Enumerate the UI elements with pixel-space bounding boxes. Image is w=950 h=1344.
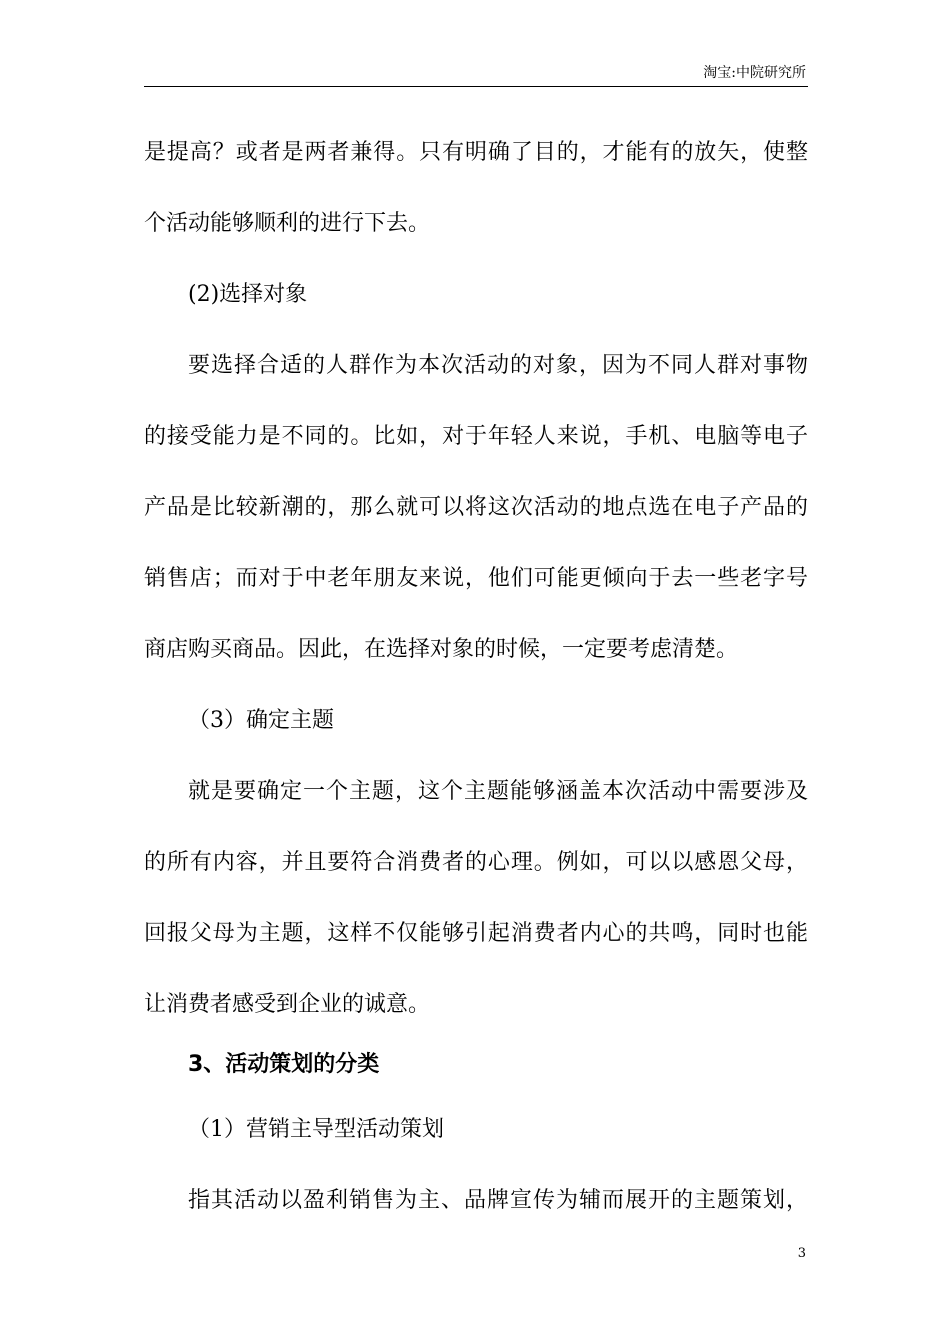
section-heading: 3、活动策划的分类 bbox=[188, 1052, 380, 1077]
body-line: 指其活动以盈利销售为主、品牌宣传为辅而展开的主题策划， bbox=[188, 1188, 808, 1213]
body-line: 个活动能够顺利的进行下去。 bbox=[144, 211, 431, 236]
page-number: 3 bbox=[797, 1246, 806, 1261]
body-line: 要选择合适的人群作为本次活动的对象，因为不同人群对事物 bbox=[188, 353, 808, 378]
running-header: 淘宝:中院研究所 bbox=[703, 65, 806, 81]
body-line: 让消费者感受到企业的诚意。 bbox=[144, 992, 431, 1017]
body-line: 的所有内容，并且要符合消费者的心理。例如，可以以感恩父母， bbox=[144, 850, 808, 875]
body-line: 回报父母为主题，这样不仅能够引起消费者内心的共鸣，同时也能 bbox=[144, 921, 808, 946]
body-line: 商店购买商品。因此，在选择对象的时候，一定要考虑清楚。 bbox=[144, 637, 739, 662]
body-line: 产品是比较新潮的，那么就可以将这次活动的地点选在电子产品的 bbox=[144, 495, 808, 520]
body-line: 就是要确定一个主题，这个主题能够涵盖本次活动中需要涉及 bbox=[188, 779, 808, 804]
subheading-marketing: （1）营销主导型活动策划 bbox=[188, 1117, 444, 1142]
body-line: 是提高？或者是两者兼得。只有明确了目的，才能有的放矢，使整 bbox=[144, 140, 808, 165]
body-line: 销售店；而对于中老年朋友来说，他们可能更倾向于去一些老字号 bbox=[144, 566, 808, 591]
subheading-select-target: (2)选择对象 bbox=[188, 282, 308, 307]
subheading-theme: （3）确定主题 bbox=[188, 708, 334, 733]
body-line: 的接受能力是不同的。比如，对于年轻人来说，手机、电脑等电子 bbox=[144, 424, 808, 449]
header-divider bbox=[144, 86, 808, 87]
